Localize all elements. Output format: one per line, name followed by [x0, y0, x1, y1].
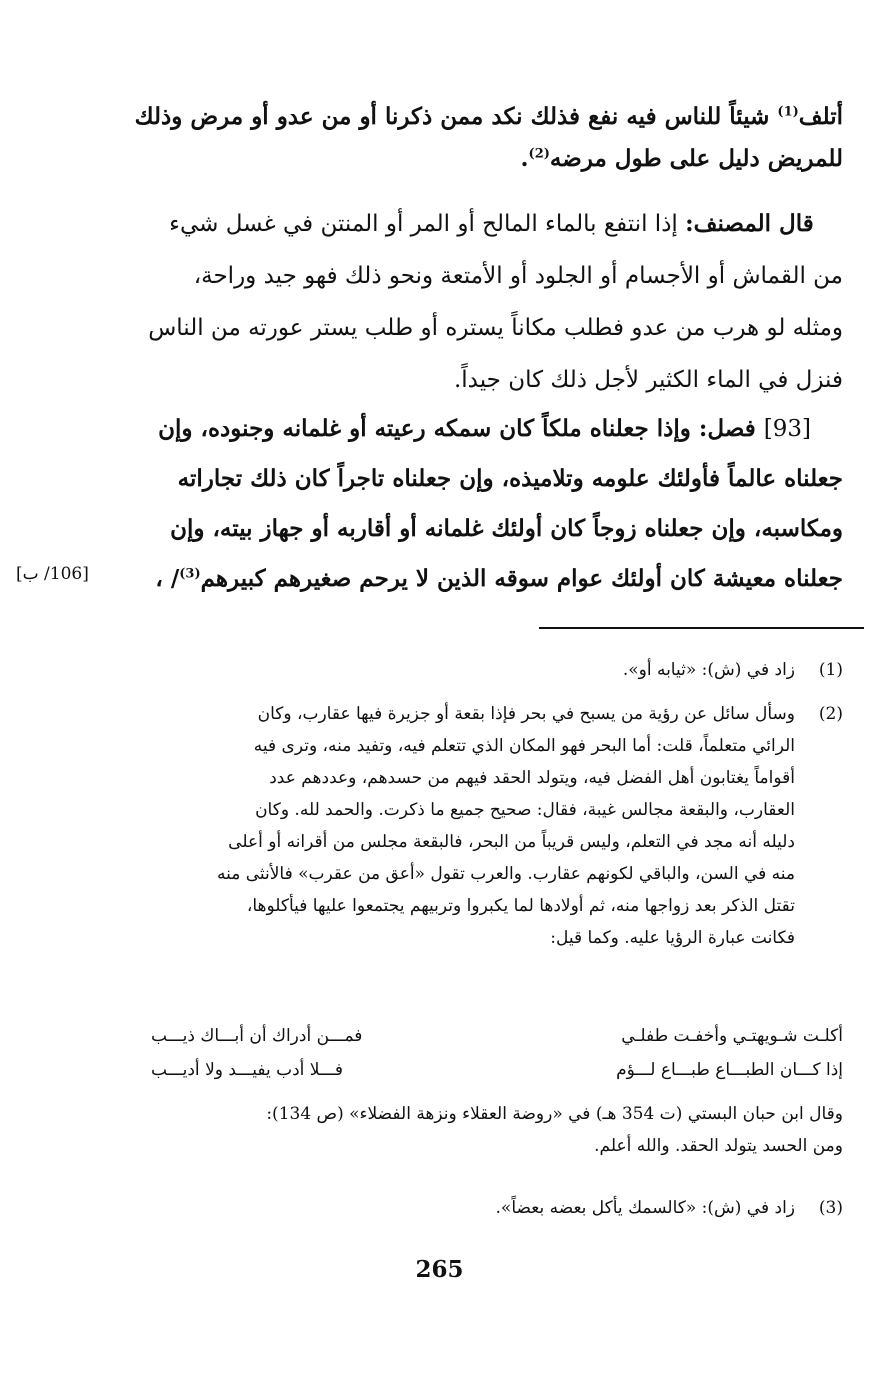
footnote-line: أقواماً يغتابون أهل الفضل فيه، ويتولد الحقد فيهم من حسدهم، وعددهم عدد: [269, 768, 795, 788]
paragraph-1-line-1: [123, 96, 843, 138]
text-segment: شيئاً للناس فيه نفع فذلك نكد ممن ذكرنا أو من عدو أو مرض وذلك: [134, 103, 778, 130]
footnote-2-continuation: [151, 1098, 843, 1162]
footnote-3: [103, 1192, 843, 1224]
text-segment: للمريض دليل على طول مرضه: [549, 145, 843, 172]
paragraph-3: [123, 404, 843, 604]
paragraph-3-line-1: [123, 404, 843, 454]
footnote-line: العقارب، والبقعة مجالس غيبة، فقال: صحيح جميع ما ذكرت. والحمد لله. وكان: [255, 800, 795, 820]
footnote-number: (2): [818, 704, 843, 724]
footnote-line: دليله أنه مجد في التعلم، وليس قريباً من البحر، فالبقعة مجلس من أقرانه أو أعلى: [228, 832, 795, 852]
text-segment: إذا انتفع بالماء المالح أو المر أو المنتن في غسل شيء: [169, 211, 686, 237]
paragraph-1: [123, 96, 843, 180]
poem: [151, 1026, 843, 1094]
footnote-line: وقال ابن حبان البستي (ت 354 هـ) في «روضة العقلاء ونزهة الفضلاء» (ص 134):: [266, 1104, 843, 1124]
footnote-line: منه في السن، والباقي لكونهم عقارب. والعرب تقول «أعق من عقرب» فالأنثى منه: [216, 864, 795, 884]
footnote-line: تقتل الذكر بعد زواجها منه، ثم أولادها لما يكبروا وتربيهم يجتمعوا عليها فيأكلوها،: [246, 896, 795, 916]
paragraph-2: [123, 198, 843, 406]
footnote-number: (1): [818, 660, 843, 680]
text-segment: .: [520, 145, 529, 172]
footnote-line: وسأل سائل عن رؤية من يسبح في بحر فإذا بقعة أو جزيرة فيها عقارب، وكان: [257, 704, 795, 724]
footnote-text: زاد في (ش): «كالسمك يأكل بعضه بعضاً».: [495, 1198, 795, 1218]
paragraph-3-line-4: [123, 554, 843, 604]
paragraph-1-line-2: [123, 138, 843, 180]
paragraph-2-line-1: [123, 198, 843, 250]
paragraph-2-line-2: من القماش أو الأجسام أو الجلود أو الأمتعة ونحو ذلك فهو جيد وراحة،: [193, 263, 843, 289]
footnote-text: زاد في (ش): «ثيابه أو».: [622, 660, 795, 680]
text-segment: / ،: [155, 565, 180, 592]
footnote-ref-3[interactable]: (3): [179, 566, 201, 582]
paragraph-2-line-3: ومثله لو هرب من عدو فطلب مكاناً يستره أو طلب يستر عورته من الناس: [148, 315, 843, 341]
footnote-line: فكانت عبارة الرؤيا عليه. وكما قيل:: [550, 928, 795, 948]
footnote-line: الرائي متعلماً، قلت: أما البحر فهو المكان الذي تتعلم فيه، وتفيد منه، وترى فيه: [253, 736, 795, 756]
paragraph-3-line-3: ومكاسبه، وإن جعلناه زوجاً كان أولئك غلمانه أو أقاربه أو جهاز بيته، وإن: [170, 515, 843, 542]
poem-hemistich-second: فمـــن أدراك أن أبـــاك ذيـــب: [151, 1026, 363, 1046]
footnote-ref-1[interactable]: (1): [777, 104, 799, 120]
author-keyword: قال المصنف:: [685, 210, 814, 237]
text-segment: أتلف: [798, 103, 843, 130]
text-segment: جعلناه معيشة كان أولئك عوام سوقه الذين لا يرحم صغيرهم كبيرهم: [200, 565, 843, 592]
footnote-ref-2[interactable]: (2): [528, 146, 550, 162]
paragraph-3-line-2: جعلناه عالماً فأولئك علومه وتلاميذه، وإن جعلناه تاجراً كان ذلك تجاراته: [177, 465, 843, 492]
text-segment: وإذا جعلناه ملكاً كان سمكه رعيته أو غلمانه وجنوده، وإن: [158, 415, 699, 442]
section-keyword: فصل:: [698, 415, 756, 442]
footnote-divider: [539, 627, 864, 629]
margin-folio-note: [106/ ب]: [16, 564, 89, 584]
poem-hemistich-second: فـــلا أدب يفيـــد ولا أديـــب: [151, 1060, 344, 1080]
poem-hemistich-first: إذا كـــان الطبـــاع طبـــاع لـــؤم: [616, 1060, 843, 1080]
footnote-1: [103, 654, 843, 686]
footnote-2: [103, 698, 843, 954]
paragraph-2-line-4: فنزل في الماء الكثير لأجل ذلك كان جيداً.: [453, 367, 843, 393]
section-number: [93]: [763, 416, 811, 442]
poem-verse-1: [151, 1026, 843, 1060]
footnote-text: [103, 698, 795, 954]
page-number: 265: [415, 1256, 464, 1283]
poem-verse-2: [151, 1060, 843, 1094]
poem-hemistich-first: أكلـت شـويهتـي وأخفـت طفلـي: [621, 1026, 843, 1046]
footnote-number: (3): [818, 1198, 843, 1218]
footnote-line: ومن الحسد يتولد الحقد. والله أعلم.: [594, 1136, 843, 1156]
